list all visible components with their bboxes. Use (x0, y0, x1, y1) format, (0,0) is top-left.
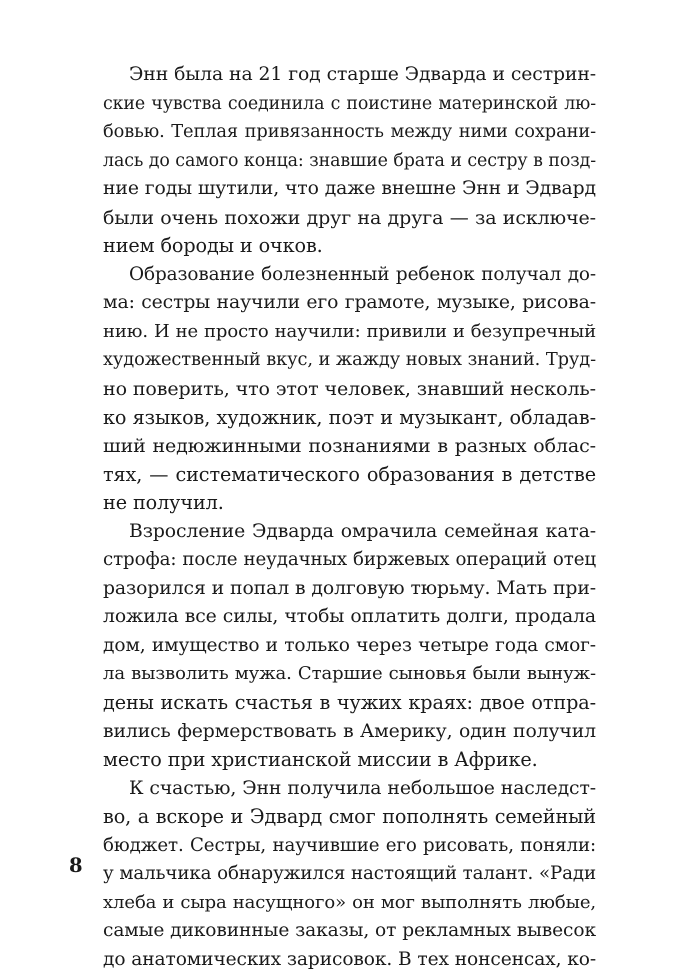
paragraph (103, 518, 596, 775)
text-line: ние годы шутили, что даже внешне Энн и Эдвард (103, 178, 596, 200)
text-line: вились фермерствовать в Америку, один получил (103, 720, 596, 742)
text-line: но поверить, что этот человек, знавший несколь- (103, 378, 596, 401)
text-line: бюджет. Сестры, научившие его рисовать, поняли: (103, 834, 596, 856)
text-line: бовью. Теплая привязанность между ними сохрани- (103, 121, 596, 143)
text-line: Энн была на 21 год старше Эдварда и сестрин- (129, 64, 596, 85)
text-line: ла вызволить мужа. Старшие сыновья были вынуж- (103, 663, 596, 685)
text-line: ские чувства соединила с поистине материнской лю- (103, 93, 596, 114)
text-line: нием бороды и очков. (103, 234, 323, 258)
text-line: разорился и попал в долговую тюрьму. Мать при- (103, 577, 596, 599)
text-line: дены искать счастья в чужих краях: двое отпра- (103, 691, 596, 715)
text-line: К счастью, Энн получила небольшое наследст- (129, 777, 596, 799)
text-line: художественный вкус, и жажду новых знаний. Труд- (103, 349, 596, 371)
text-line: место при христианской миссии в Африке. (103, 748, 538, 772)
paragraph (103, 775, 596, 975)
text-line: ко языков, художник, поэт и музыкант, обладав- (103, 405, 596, 429)
text-line: хлеба и сыра насущного» он мог выполнять любые, (103, 891, 596, 913)
text-line: не получил. (103, 491, 224, 515)
body-text (103, 61, 596, 975)
text-line: ложила все силы, чтобы оплатить долги, продала (103, 606, 596, 628)
text-line: Образование болезненный ребенок получал до- (129, 263, 596, 285)
text-line: лась до самого конца: знавшие брата и сестру в позд- (103, 150, 596, 171)
paragraph (103, 61, 596, 261)
page-number: 8 (69, 854, 83, 877)
text-line: у мальчика обнаружился настоящий талант. «Ради (103, 863, 596, 885)
text-line: Взросление Эдварда омрачила семейная ката- (129, 520, 596, 542)
text-line: нию. И не просто научили: привили и безупречный (103, 320, 596, 342)
text-line: во, а вскоре и Эдвард смог пополнять семейный (103, 805, 596, 829)
text-line: тях, — систематического образования в детстве (103, 462, 596, 486)
text-line: самые диковинные заказы, от рекламных вывесок (103, 920, 596, 942)
text-line: были очень похожи друг на друга — за исключе- (103, 206, 596, 229)
text-line: ма: сестры научили его грамоте, музыке, рисова- (103, 292, 596, 314)
text-line: дом, имущество и только через четыре года смог- (103, 634, 596, 656)
text-line: ший недюжинными познаниями в разных облас- (103, 435, 596, 458)
paragraph (103, 261, 596, 518)
text-line: до анатомических зарисовок. В тех нонсенсах, ко- (103, 948, 596, 970)
text-line: строфа: после неудачных биржевых операций отец (103, 549, 596, 571)
